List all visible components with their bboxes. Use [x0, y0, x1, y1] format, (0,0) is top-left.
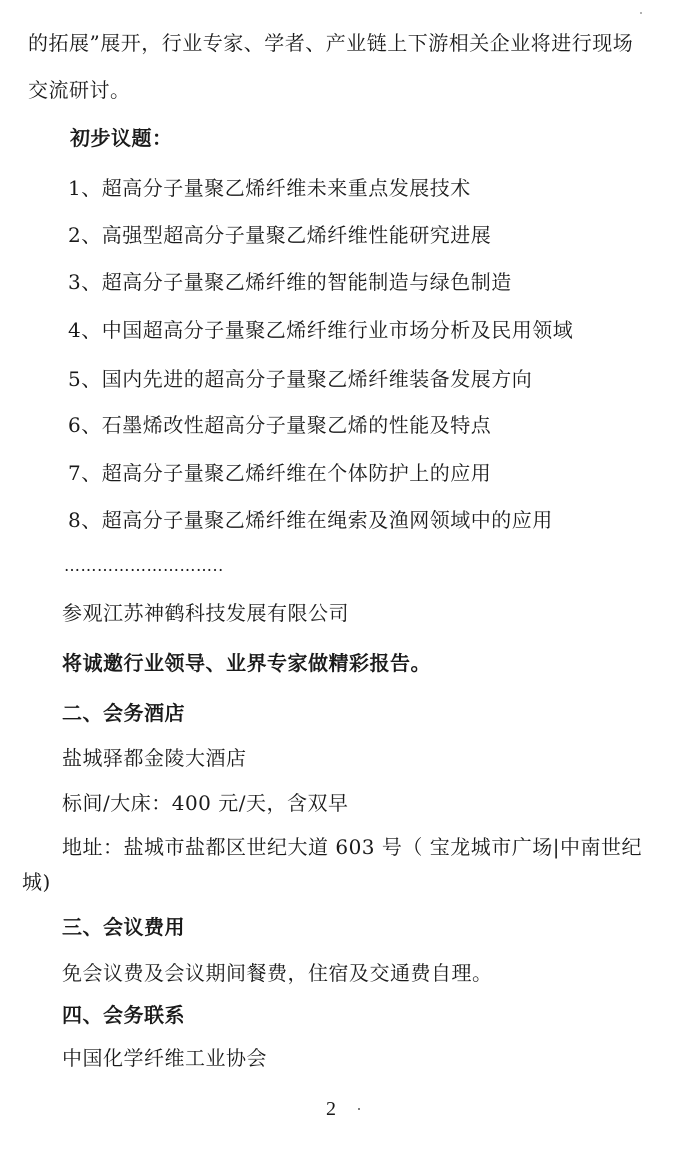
page-number: 2: [326, 1098, 336, 1120]
topic-item-7: 7、超高分子量聚乙烯纤维在个体防护上的应用: [68, 461, 492, 485]
intro-line-1: 的拓展”展开，行业专家、学者、产业链上下游相关企业将进行现场: [28, 31, 634, 55]
hotel-price: 标间/大床：400 元/天，含双早: [62, 791, 349, 815]
contact-org: 中国化学纤维工业协会: [62, 1046, 267, 1070]
contact-heading: 四、会务联系: [62, 1003, 185, 1027]
fees-heading: 三、会议费用: [62, 915, 185, 939]
hotel-name: 盐城驿都金陵大酒店: [62, 746, 247, 770]
scan-speck: [640, 12, 642, 14]
topic-item-4: 4、中国超高分子量聚乙烯纤维行业市场分析及民用领域: [68, 318, 574, 342]
hotel-heading: 二、会务酒店: [62, 701, 185, 725]
topic-item-8: 8、超高分子量聚乙烯纤维在绳索及渔网领域中的应用: [68, 508, 553, 532]
topic-item-6: 6、石墨烯改性超高分子量聚乙烯的性能及特点: [68, 413, 492, 437]
topics-heading: 初步议题：: [70, 126, 173, 150]
scan-speck: [358, 1108, 360, 1110]
visit-line: 参观江苏神鹤科技发展有限公司: [62, 601, 349, 625]
topic-item-5: 5、国内先进的超高分子量聚乙烯纤维装备发展方向: [68, 367, 533, 391]
hotel-address-line-1: 地址：盐城市盐都区世纪大道 603 号（ 宝龙城市广场|中南世纪: [62, 835, 642, 859]
topic-item-2: 2、高强型超高分子量聚乙烯纤维性能研究进展: [68, 223, 492, 247]
invite-line: 将诚邀行业领导、业界专家做精彩报告。: [62, 651, 431, 675]
ellipsis-line: ………………………..: [64, 556, 224, 575]
intro-line-2: 交流研讨。: [28, 78, 131, 102]
topic-item-3: 3、超高分子量聚乙烯纤维的智能制造与绿色制造: [68, 270, 512, 294]
hotel-address-line-2: 城): [22, 870, 51, 894]
fees-text: 免会议费及会议期间餐费，住宿及交通费自理。: [62, 961, 493, 985]
topic-item-1: 1、超高分子量聚乙烯纤维未来重点发展技术: [68, 176, 471, 200]
